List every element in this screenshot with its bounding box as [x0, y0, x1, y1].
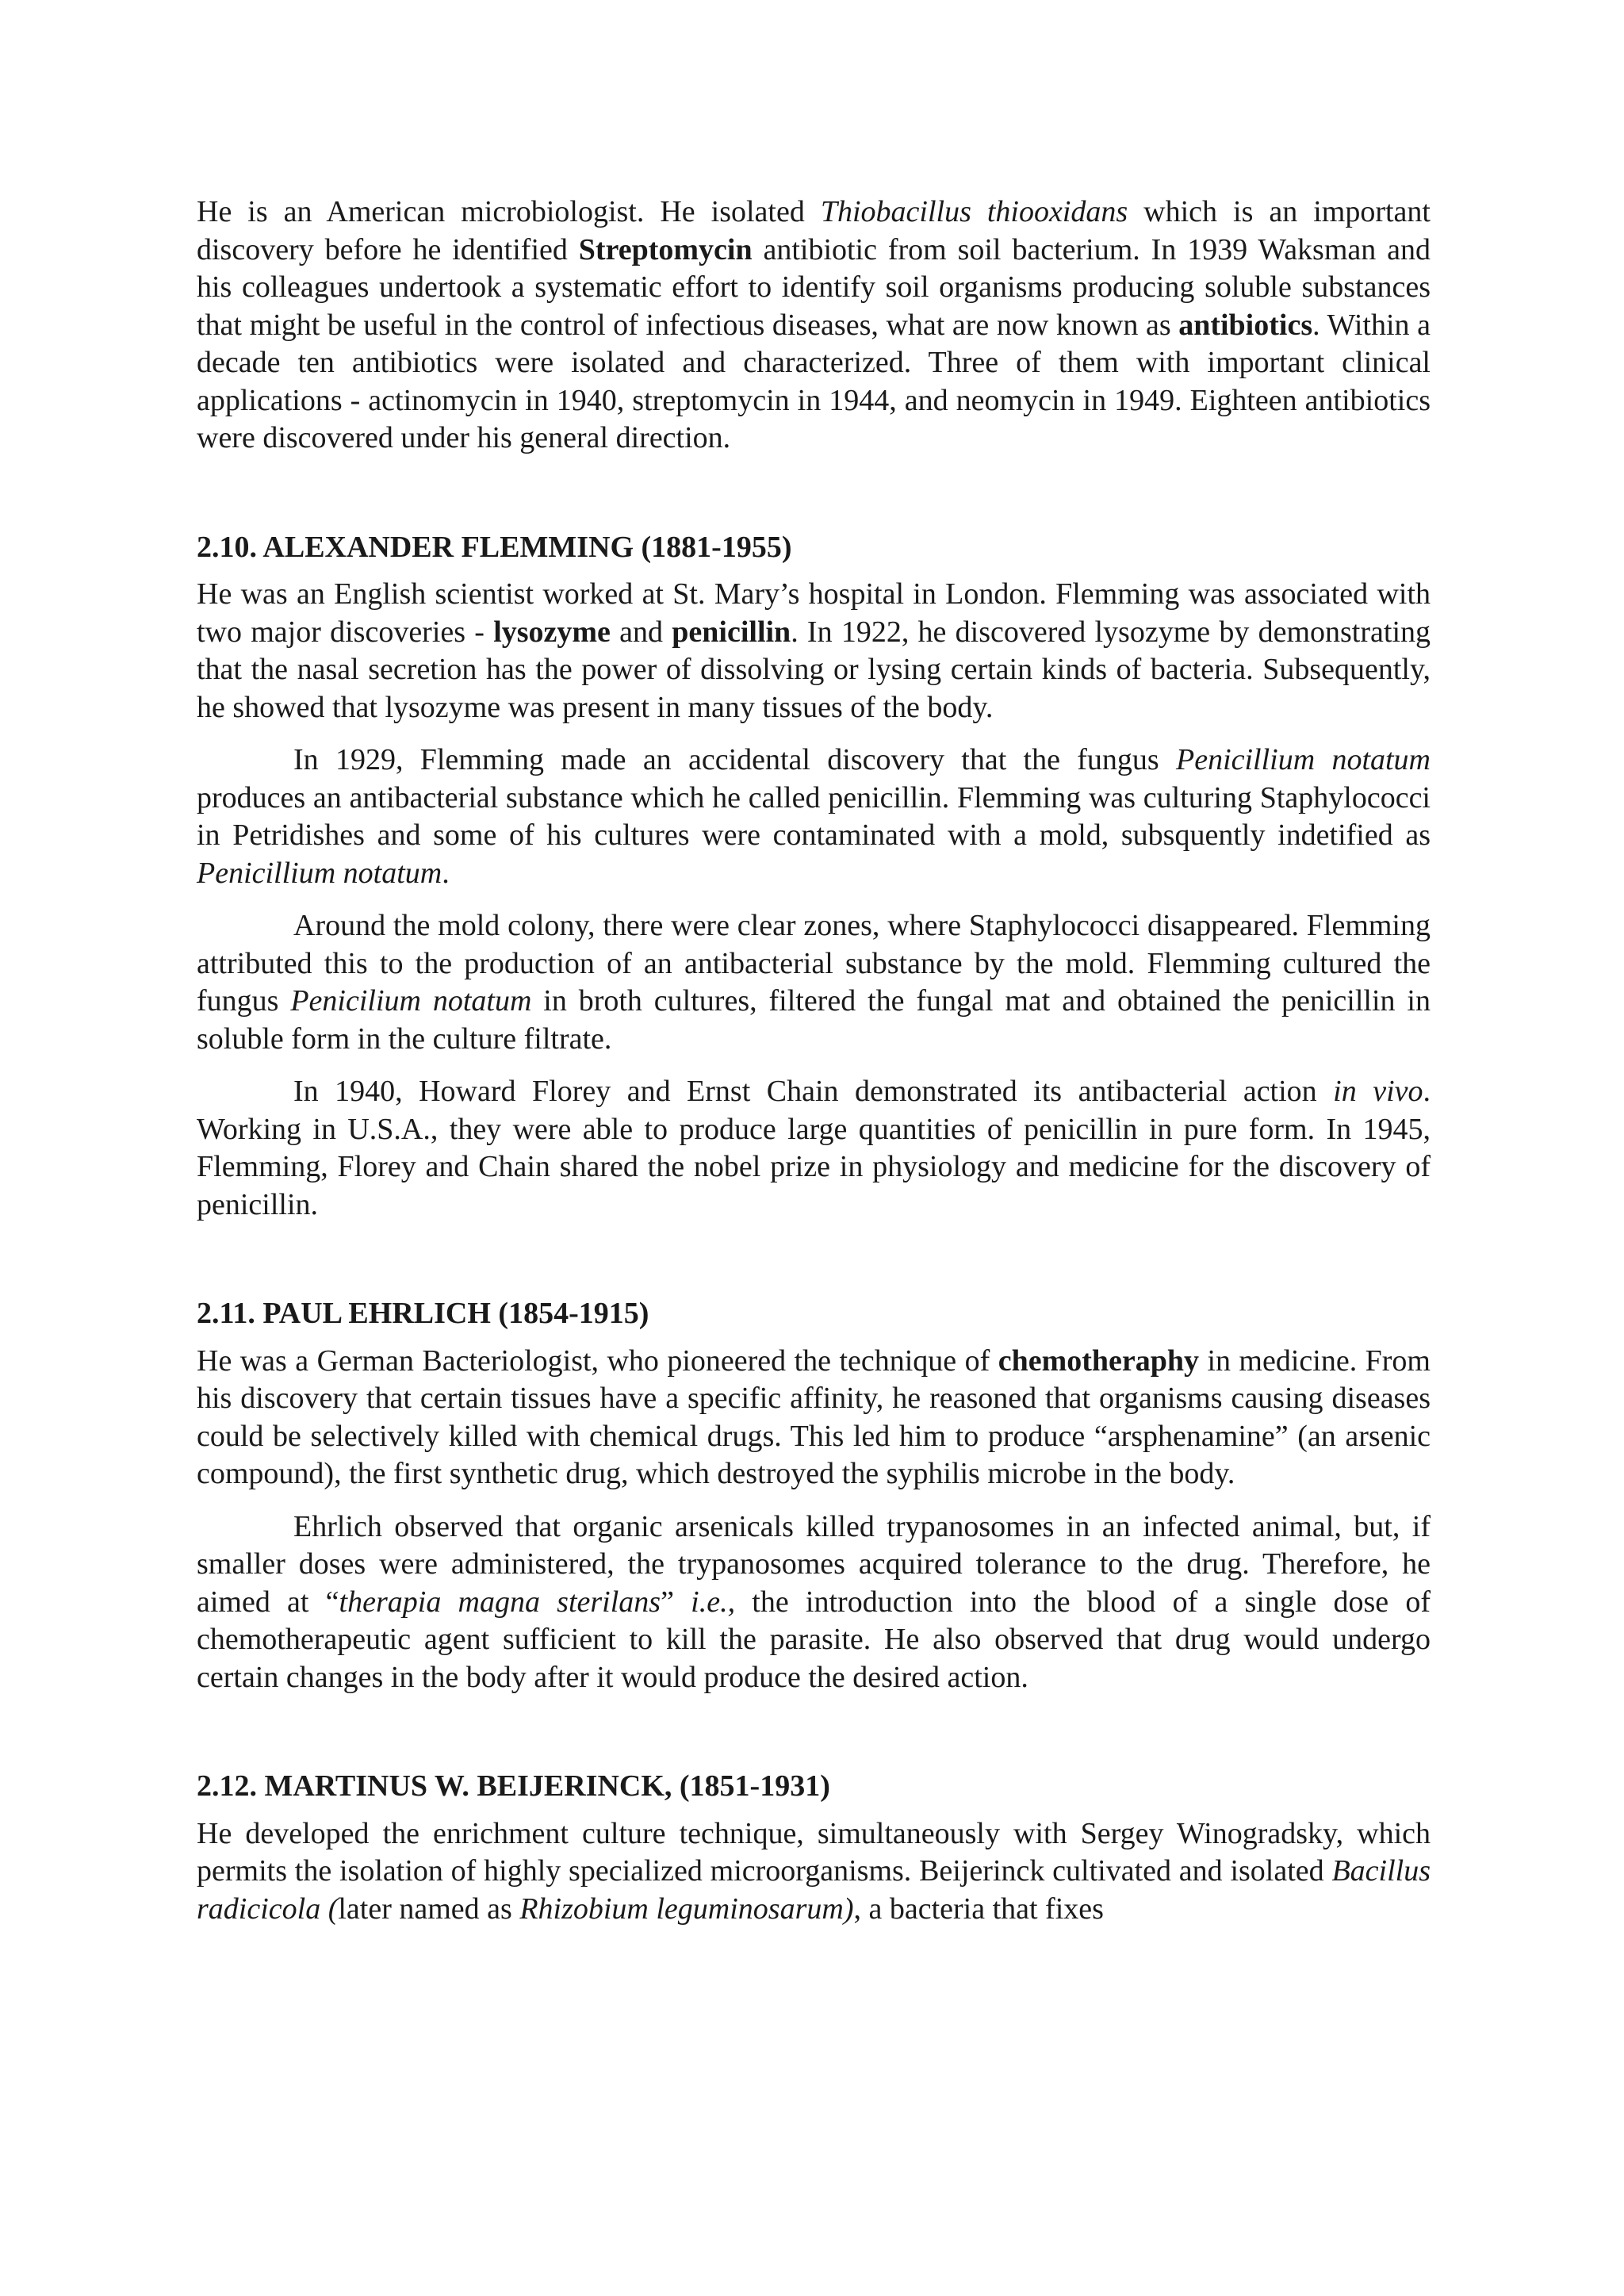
text-run: in broth cultures, filtered the fungal mat and obtained the penicillin in soluble form in the culture filtrate.	[197, 984, 1431, 1056]
text-run: antibiotic from soil bacterium. In 1939 Waksman and his colleagues undertook a systematic effort to identify soil organisms producing soluble substances that might be useful in the control of infectious diseases, what are now known as	[197, 232, 1431, 342]
text-run: which is an important discovery before he identified	[197, 195, 1431, 266]
text-run: Around the mold colony, there were clear zones, where Staphylococci disappeared. Flemming attributed this to the production of an antibacterial substance by the mold. Flemming cultured the fungus	[197, 909, 1431, 1018]
text-run: . Working in U.S.A., they were able to produce large quantities of penicillin in pure form. In 1945, Flemming, Florey and Chain shared the nobel prize in physiology and medicine for the discovery of penicillin.	[197, 1075, 1431, 1221]
italic-term: Bacillus radicicola (	[197, 1854, 1431, 1926]
text-run: in medicine. From his discovery that certain tissues have a specific affinity, he reasoned that organisms causing diseases could be selectively killed with chemical drugs. This led him to produce “arsphenamine” (an arsenic compound), the first synthetic drug, which destroyed the syphilis microbe in the body.	[197, 1343, 1431, 1490]
italic-term: Rhizobium leguminosarum)	[519, 1892, 854, 1926]
waksman-paragraph	[197, 194, 1431, 458]
text-run: In 1940, Howard Florey and Ernst Chain demonstrated its antibacterial action	[293, 1075, 1334, 1108]
section-heading-2-12: 2.12. MARTINUS W. BEIJERINCK, (1851-1931)	[197, 1769, 830, 1803]
text-run: He was a German Bacteriologist, who pioneered the technique of	[197, 1343, 998, 1378]
text-run: , a bacteria that fixes	[853, 1892, 1104, 1926]
flemming-paragraph-2	[197, 742, 1431, 892]
ehrlich-paragraph-1	[197, 1343, 1431, 1493]
bold-term: lysozyme	[493, 615, 611, 649]
italic-term: therapia magna sterilans	[339, 1585, 661, 1619]
flemming-paragraph-3	[197, 907, 1431, 1058]
text-run: . Within a decade ten antibiotics were isolated and characterized. Three of them with important clinical applications - actinomycin in 1940, streptomycin in 1944, and neomycin in 1949. Eighteen antibiotics were discovered under his general direction.	[197, 308, 1431, 454]
beijerinck-paragraph-1	[197, 1815, 1431, 1929]
text-run: He is an American microbiologist. He isolated	[197, 195, 821, 228]
flemming-paragraph-1	[197, 576, 1431, 726]
text-run: later named as	[338, 1892, 520, 1926]
text-run: In 1929, Flemming made an accidental discovery that the fungus	[293, 743, 1176, 776]
document-page	[197, 194, 1431, 1928]
text-run: He was an English scientist worked at St. Mary’s hospital in London. Flemming was associated with two major discoveries -	[197, 577, 1431, 649]
italic-term: Penicillium notatum	[1175, 743, 1431, 776]
text-run: .	[442, 856, 450, 890]
flemming-paragraph-4	[197, 1073, 1431, 1224]
italic-term: Penicilium notatum	[290, 984, 532, 1018]
bold-term: antibiotics	[1178, 308, 1313, 342]
text-run: and	[610, 615, 672, 649]
section-heading-2-10: 2.10. ALEXANDER FLEMMING (1881-1955)	[197, 530, 792, 564]
text-run: . In 1922, he discovered lysozyme by demonstrating that the nasal secretion has the power of dissolving or lysing certain kinds of bacteria. Subsequently, he showed that lysozyme was present in many tissues of the body.	[197, 615, 1431, 724]
text-run: Ehrlich observed that organic arsenicals killed trypanosomes in an infected animal, but, if smaller doses were administered, the trypanosomes acquired tolerance to the drug. Therefore, he aimed at “	[197, 1509, 1431, 1619]
text-run: produces an antibacterial substance which he called penicillin. Flemming was culturing Staphylococci in Petridishes and some of his cultures were contaminated with a mold, subsquently indetified as	[197, 780, 1431, 852]
italic-term: Penicillium notatum	[197, 856, 442, 890]
ehrlich-paragraph-2	[197, 1508, 1431, 1697]
bold-term: chemotheraphy	[998, 1343, 1200, 1378]
bold-term: Streptomycin	[578, 232, 753, 266]
text-run: He developed the enrichment culture technique, simultaneously with Sergey Winogradsky, which permits the isolation of highly specialized microorganisms. Beijerinck cultivated and isolated	[197, 1816, 1431, 1888]
text-run: ”	[661, 1585, 691, 1619]
italic-term: in vivo	[1333, 1075, 1423, 1108]
bold-term: penicillin	[672, 615, 791, 649]
italic-term: i.e.,	[691, 1585, 736, 1619]
section-heading-2-11: 2.11. PAUL EHRLICH (1854-1915)	[197, 1297, 649, 1330]
text-run: the introduction into the blood of a single dose of chemotherapeutic agent sufficient to kill the parasite. He also observed that drug would undergo certain changes in the body after it would produce the desired action.	[197, 1585, 1431, 1694]
italic-term: Thiobacillus thiooxidans	[820, 195, 1128, 228]
